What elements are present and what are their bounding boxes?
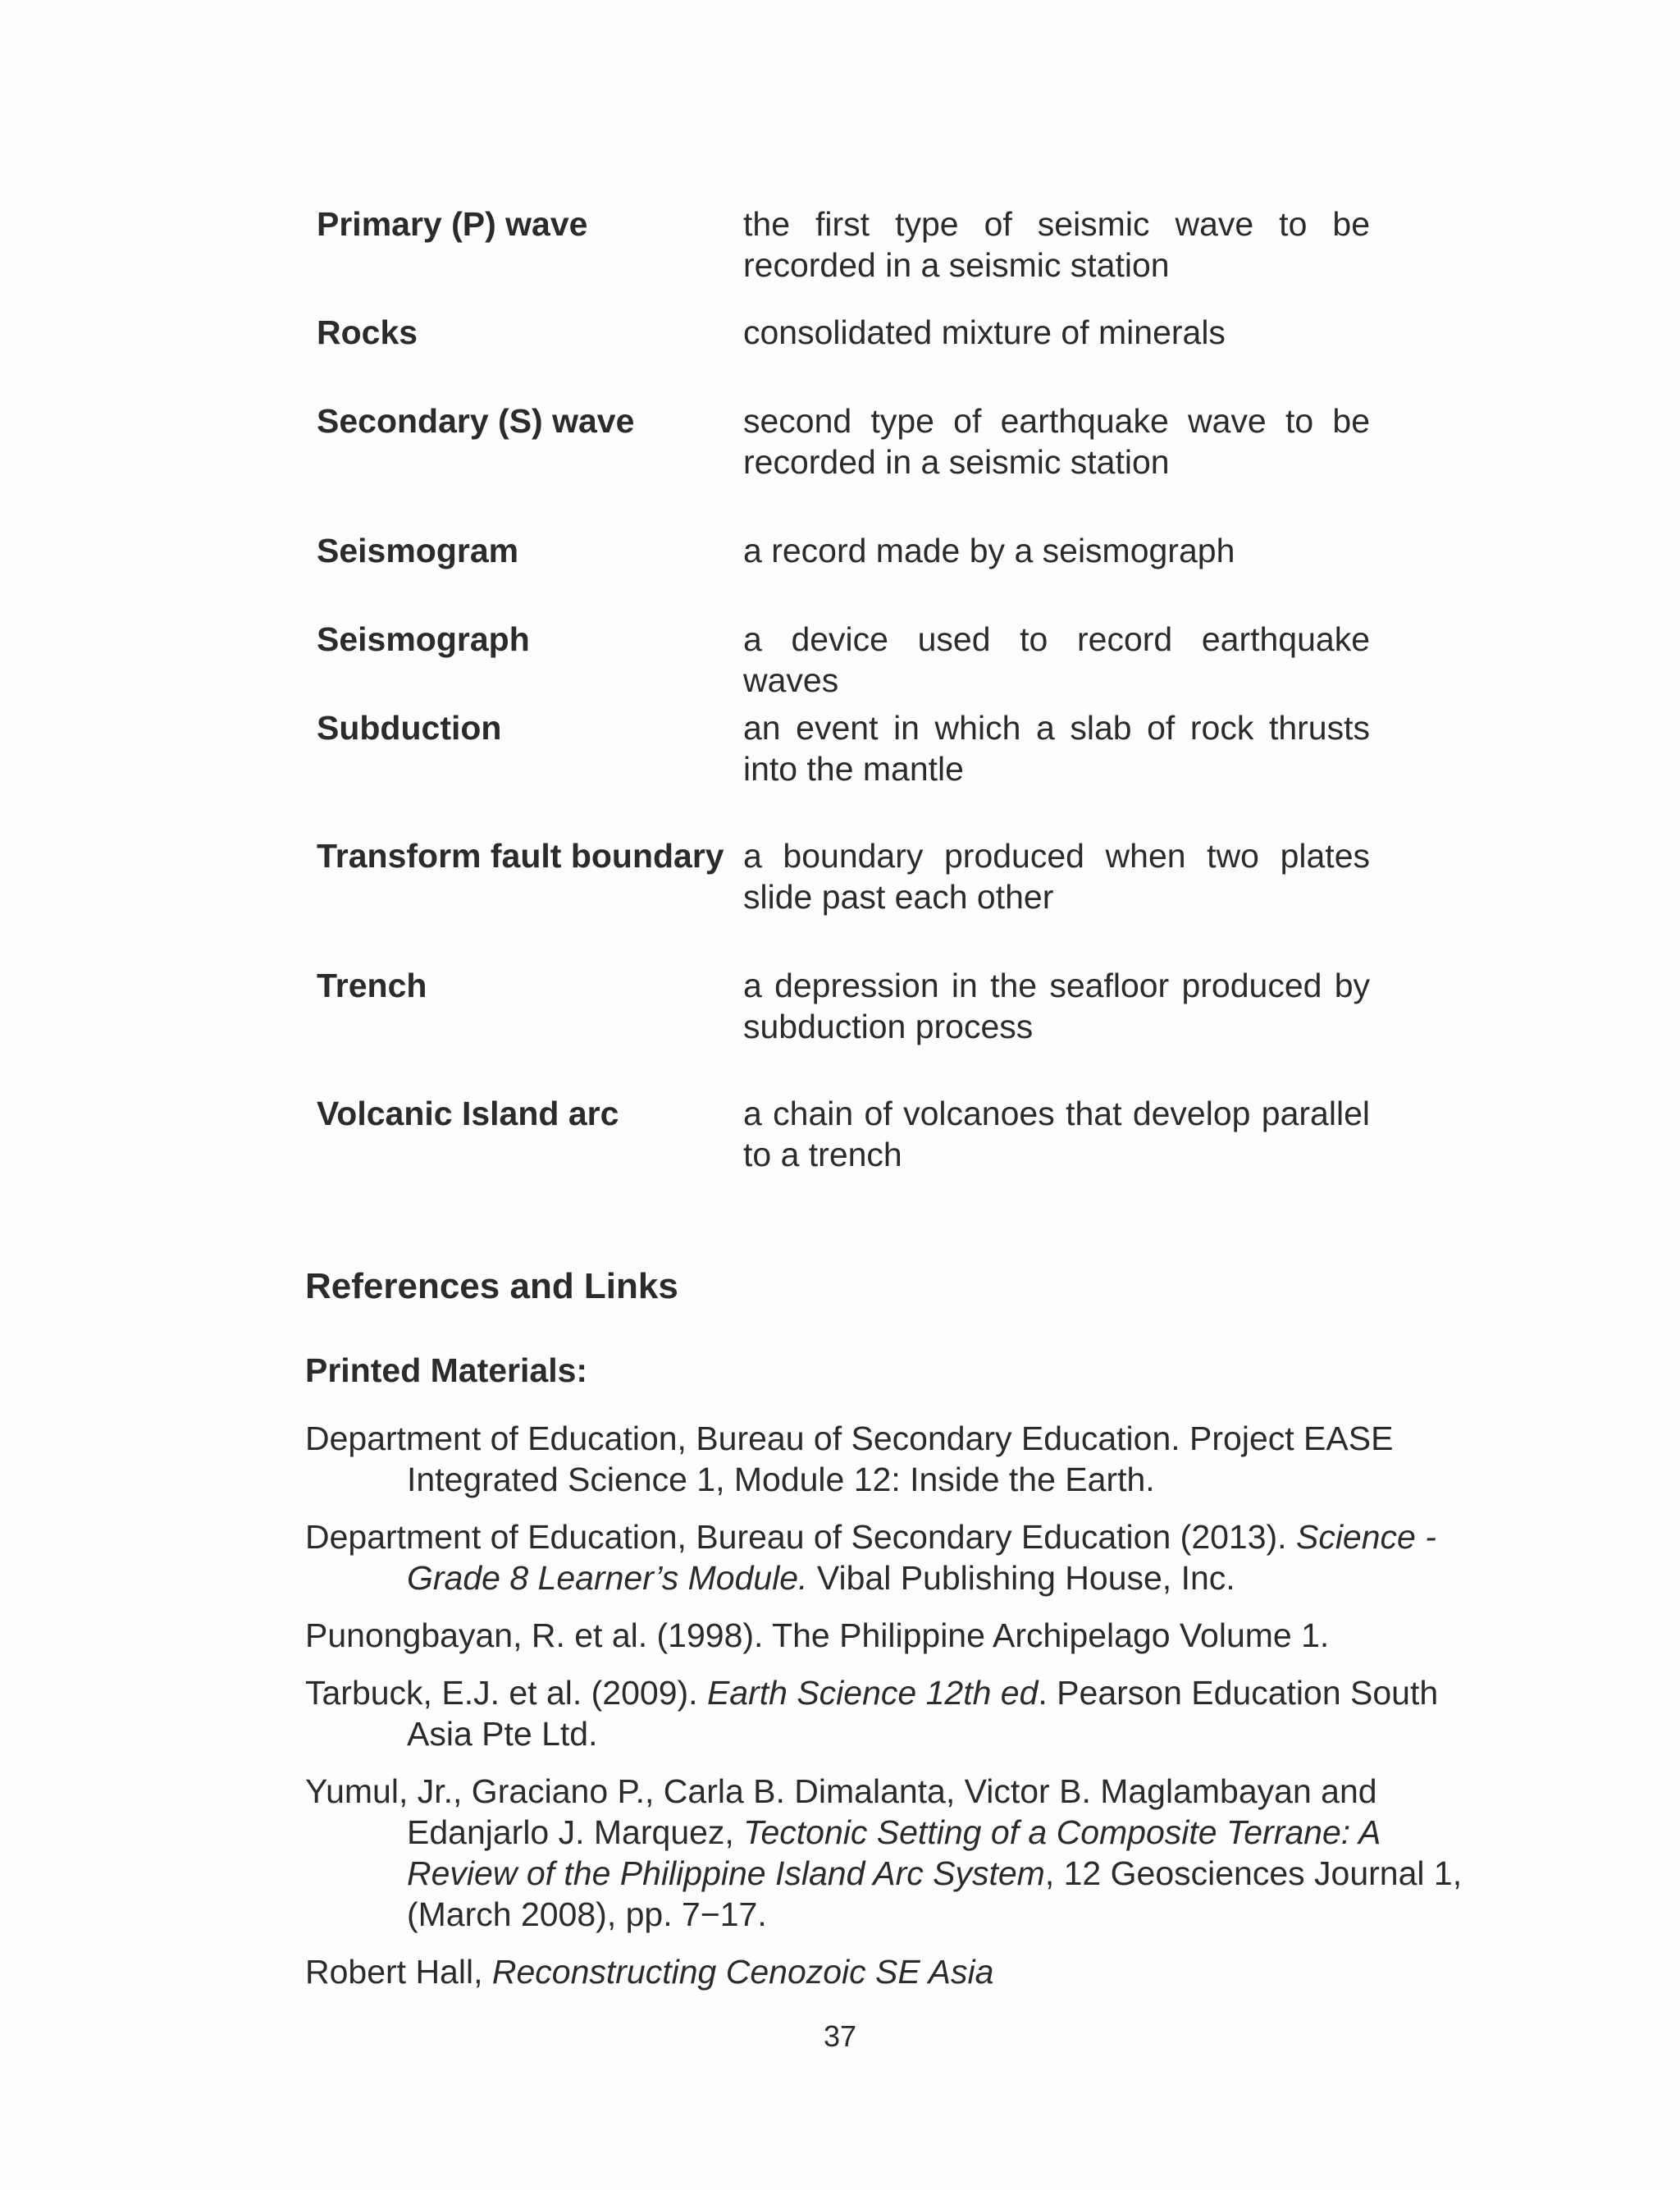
printed-materials-heading: Printed Materials: [305,1351,588,1389]
reference-text: Vibal Publishing House, Inc. [807,1559,1235,1597]
reference-title: Earth Science 12th ed [706,1674,1039,1712]
references-heading: References and Links [305,1266,678,1306]
reference-item [305,1771,1486,1935]
glossary-definition: a chain of volcanoes that develop parallel to a trench [743,1095,1370,1173]
reference-item [305,1516,1486,1598]
reference-text: Robert Hall, [305,1953,492,1991]
reference-text: Yumul, Jr., Graciano P., Carla B. Dimalanta, Victor B. Maglambayan and Edanjarlo J. Marquez, [305,1772,1377,1851]
glossary-term: Rocks [317,313,418,351]
reference-title: Science - Grade 8 Learner’s Module. [407,1518,1436,1597]
glossary-definition: a record made by a seismograph [743,532,1235,569]
reference-text: Punongbayan, R. et al. (1998). The Philippine Archipelago Volume 1. [305,1616,1330,1654]
glossary-term: Trench [317,967,427,1004]
glossary-definition: second type of earthquake wave to be recorded in a seismic station [743,402,1370,481]
glossary-definition: a boundary produced when two plates slide past each other [743,837,1370,916]
reference-title: Tectonic Setting of a Composite Terrane: A Review of the Philippine Island Arc System [407,1813,1380,1892]
reference-item [305,1418,1486,1500]
reference-text: Tarbuck, E.J. et al. (2009). [305,1674,707,1712]
glossary-definition: a device used to record earthquake waves [743,620,1370,699]
reference-title: Reconstructing Cenozoic SE Asia [491,1953,994,1991]
glossary-term: Seismogram [317,532,519,569]
glossary-definition: an event in which a slab of rock thrusts into the mantle [743,709,1370,788]
reference-item [305,1615,1486,1656]
reference-item [305,1672,1486,1754]
glossary-definition: the first type of seismic wave to be recorded in a seismic station [743,205,1370,284]
reference-item [305,1951,1486,1992]
glossary-term: Transform fault boundary [317,837,724,875]
glossary-term: Primary (P) wave [317,205,588,243]
reference-text: Department of Education, Bureau of Secondary Education. Project EASE Integrated Science 1, Module 12: Inside the Earth. [305,1420,1394,1498]
glossary-term: Subduction [317,709,502,747]
reference-text: . Pearson Education South Asia Pte Ltd. [407,1674,1439,1753]
glossary-term: Volcanic Island arc [317,1095,619,1132]
reference-text: , 12 Geosciences Journal 1, (March 2008), pp. 7−17. [407,1854,1463,1933]
page-number: 37 [823,2019,857,2053]
glossary-term: Secondary (S) wave [317,402,635,440]
glossary-term: Seismograph [317,620,530,658]
reference-text: Department of Education, Bureau of Secondary Education (2013). [305,1518,1296,1556]
glossary-definition: a depression in the seafloor produced by subduction process [743,967,1370,1045]
glossary-definition: consolidated mixture of minerals [743,313,1226,351]
